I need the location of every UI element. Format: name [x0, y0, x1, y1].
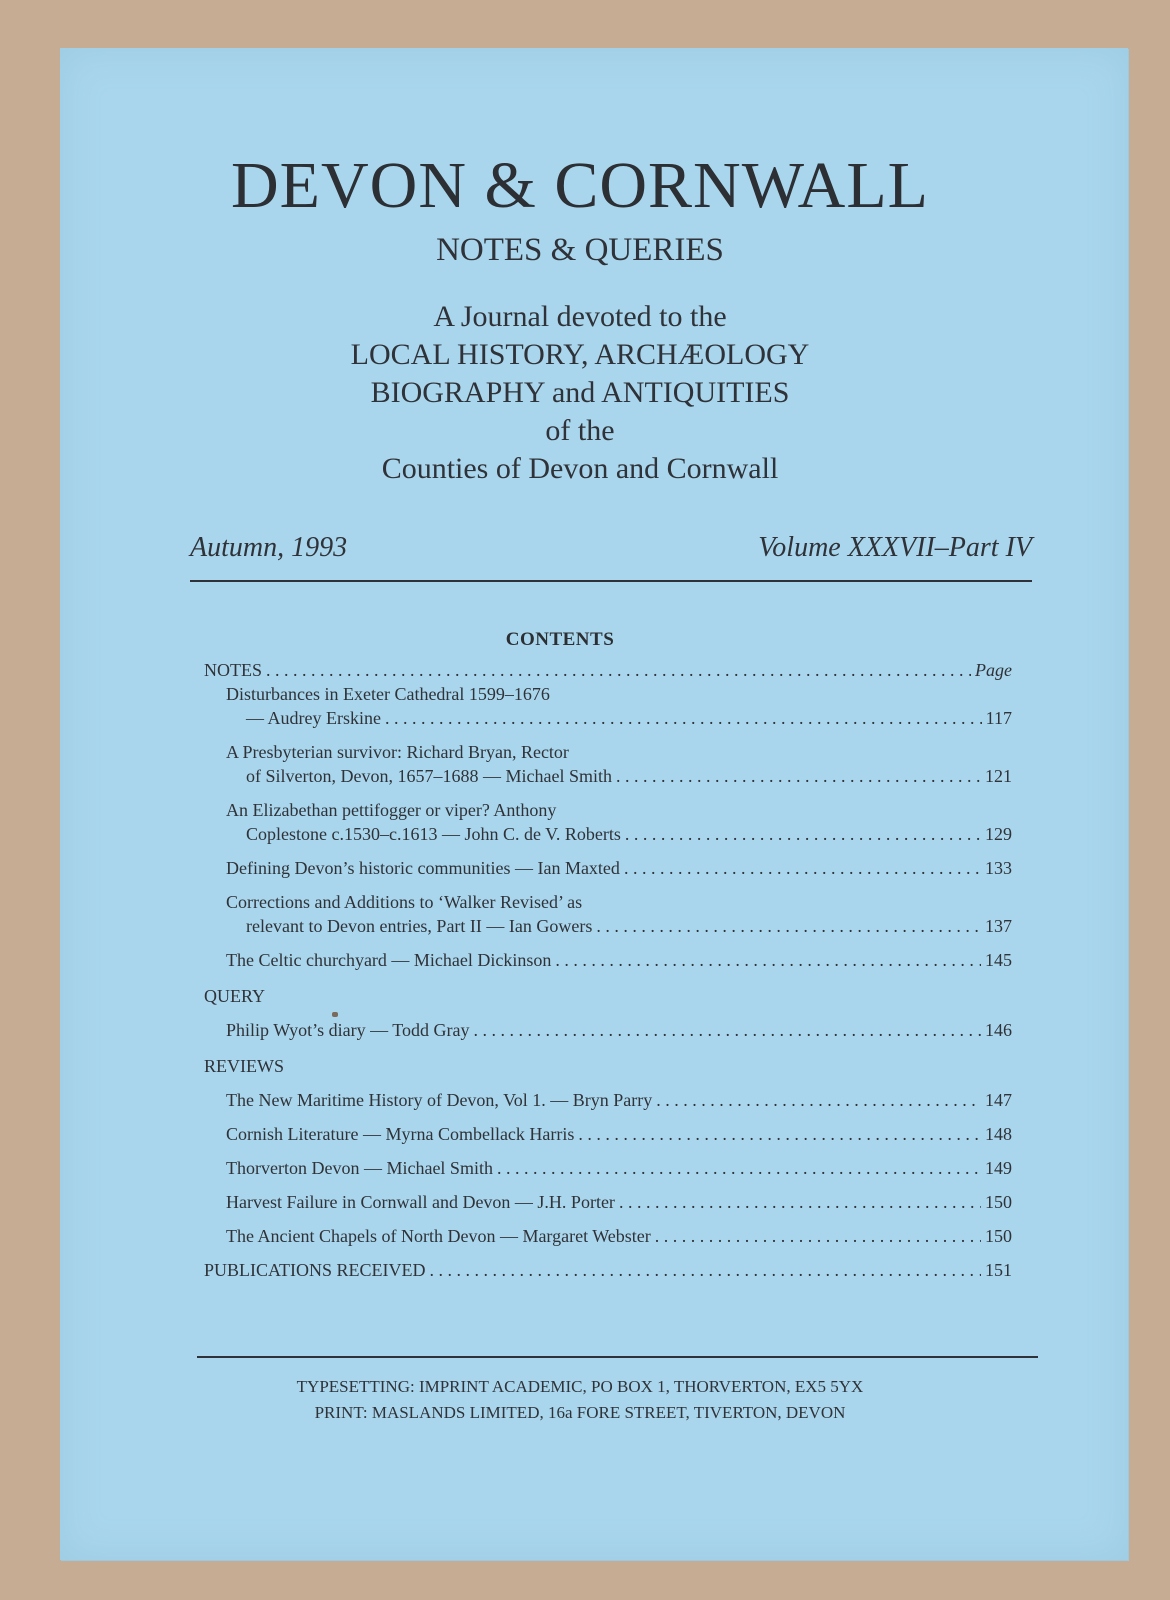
toc-entry [204, 1122, 1012, 1146]
entry-title: A Presbyterian survivor: Richard Bryan, Rector [226, 742, 569, 762]
imprint-typesetting: TYPESETTING: IMPRINT ACADEMIC, PO BOX 1, THORVERTON, EX5 5YX [296, 1377, 864, 1396]
entry-page: 117 [985, 708, 1012, 728]
entry-author: of Silverton, Devon, 1657–1688 — Michael Smith [246, 766, 612, 786]
table-of-contents [204, 658, 1012, 1282]
entry-page: 148 [985, 1124, 1012, 1144]
toc-entry [204, 856, 1012, 880]
leader-dots [625, 822, 981, 846]
journal-subtitle: NOTES & QUERIES [436, 232, 724, 268]
entry-page: 145 [985, 950, 1012, 970]
leader-dots [266, 658, 971, 682]
leader-dots [655, 1224, 981, 1248]
toc-section-reviews: REVIEWS [204, 1056, 284, 1076]
page-column-label: Page [975, 660, 1012, 680]
section-label: NOTES [204, 660, 262, 680]
toc-section-query: QUERY [204, 986, 266, 1006]
toc-entry [204, 890, 1012, 938]
toc-section-notes [204, 658, 1012, 682]
toc-entry [204, 1156, 1012, 1180]
entry-author: — Audrey Erskine [246, 708, 381, 728]
toc-entry [204, 1190, 1012, 1214]
section-label: PUBLICATIONS RECEIVED [204, 1260, 426, 1280]
entry-author: Coplestone c.1530–c.1613 — John C. de V. Roberts [246, 824, 621, 844]
entry-page: 151 [985, 1260, 1012, 1280]
description-line: A Journal devoted to the [433, 300, 727, 333]
entry-page: 150 [985, 1192, 1012, 1212]
entry-title: An Elizabethan pettifogger or viper? Anthony [226, 800, 557, 820]
leader-dots [555, 948, 981, 972]
entry-page: 121 [985, 766, 1012, 786]
entry-title: The Celtic churchyard — Michael Dickinson [226, 950, 552, 970]
divider-top [190, 580, 1032, 582]
toc-entry [204, 740, 1012, 788]
entry-title: The Ancient Chapels of North Devon — Margaret Webster [226, 1226, 651, 1246]
entry-title: Harvest Failure in Cornwall and Devon — J.H. Porter [226, 1192, 615, 1212]
entry-page: 149 [985, 1158, 1012, 1178]
entry-page: 137 [985, 916, 1012, 936]
description-line: BIOGRAPHY and ANTIQUITIES [370, 376, 790, 409]
entry-title: Philip Wyot’s diary — Todd Gray [226, 1020, 470, 1040]
toc-entry [204, 1224, 1012, 1248]
entry-title: Cornish Literature — Myrna Combellack Harris [226, 1124, 575, 1144]
leader-dots [497, 1156, 981, 1180]
entry-title: Disturbances in Exeter Cathedral 1599–1676 [226, 684, 550, 704]
toc-entry [204, 682, 1012, 730]
description-line: of the [545, 414, 615, 447]
entry-title: The New Maritime History of Devon, Vol 1. — Bryn Parry [226, 1090, 653, 1110]
toc-entry [204, 1088, 1012, 1112]
divider-bottom [197, 1356, 1038, 1358]
toc-section-publications [204, 1258, 1012, 1282]
leader-dots [473, 1018, 981, 1042]
description-line: LOCAL HISTORY, ARCHÆOLOGY [350, 338, 810, 371]
entry-page: 133 [985, 858, 1012, 878]
imprint-print: PRINT: MASLANDS LIMITED, 16a FORE STREET, TIVERTON, DEVON [314, 1403, 846, 1422]
paper-speck [332, 1012, 338, 1017]
issue-season: Autumn, 1993 [190, 532, 348, 563]
entry-title: Defining Devon’s historic communities — Ian Maxted [226, 858, 620, 878]
issue-volume: Volume XXXVII–Part IV [758, 532, 1032, 563]
toc-entry [204, 948, 1012, 972]
leader-dots [656, 1088, 981, 1112]
journal-title: DEVON & CORNWALL [231, 149, 929, 222]
leader-dots [616, 764, 981, 788]
leader-dots [385, 706, 982, 730]
contents-heading: CONTENTS [505, 629, 615, 650]
entry-page: 147 [985, 1090, 1012, 1110]
toc-entry [204, 798, 1012, 846]
entry-title: Thorverton Devon — Michael Smith [226, 1158, 493, 1178]
description-line: Counties of Devon and Cornwall [381, 452, 779, 485]
entry-page: 150 [985, 1226, 1012, 1246]
leader-dots [619, 1190, 981, 1214]
entry-page: 129 [985, 824, 1012, 844]
imprint [60, 1374, 1100, 1426]
journal-cover [60, 48, 1128, 1560]
entry-title: Corrections and Additions to ‘Walker Revised’ as [226, 892, 583, 912]
entry-page: 146 [985, 1020, 1012, 1040]
leader-dots [578, 1122, 981, 1146]
leader-dots [596, 914, 981, 938]
journal-description [60, 298, 1100, 488]
toc-entry [204, 1018, 1012, 1042]
leader-dots [430, 1258, 981, 1282]
leader-dots [624, 856, 981, 880]
entry-author: relevant to Devon entries, Part II — Ian Gowers [246, 916, 593, 936]
